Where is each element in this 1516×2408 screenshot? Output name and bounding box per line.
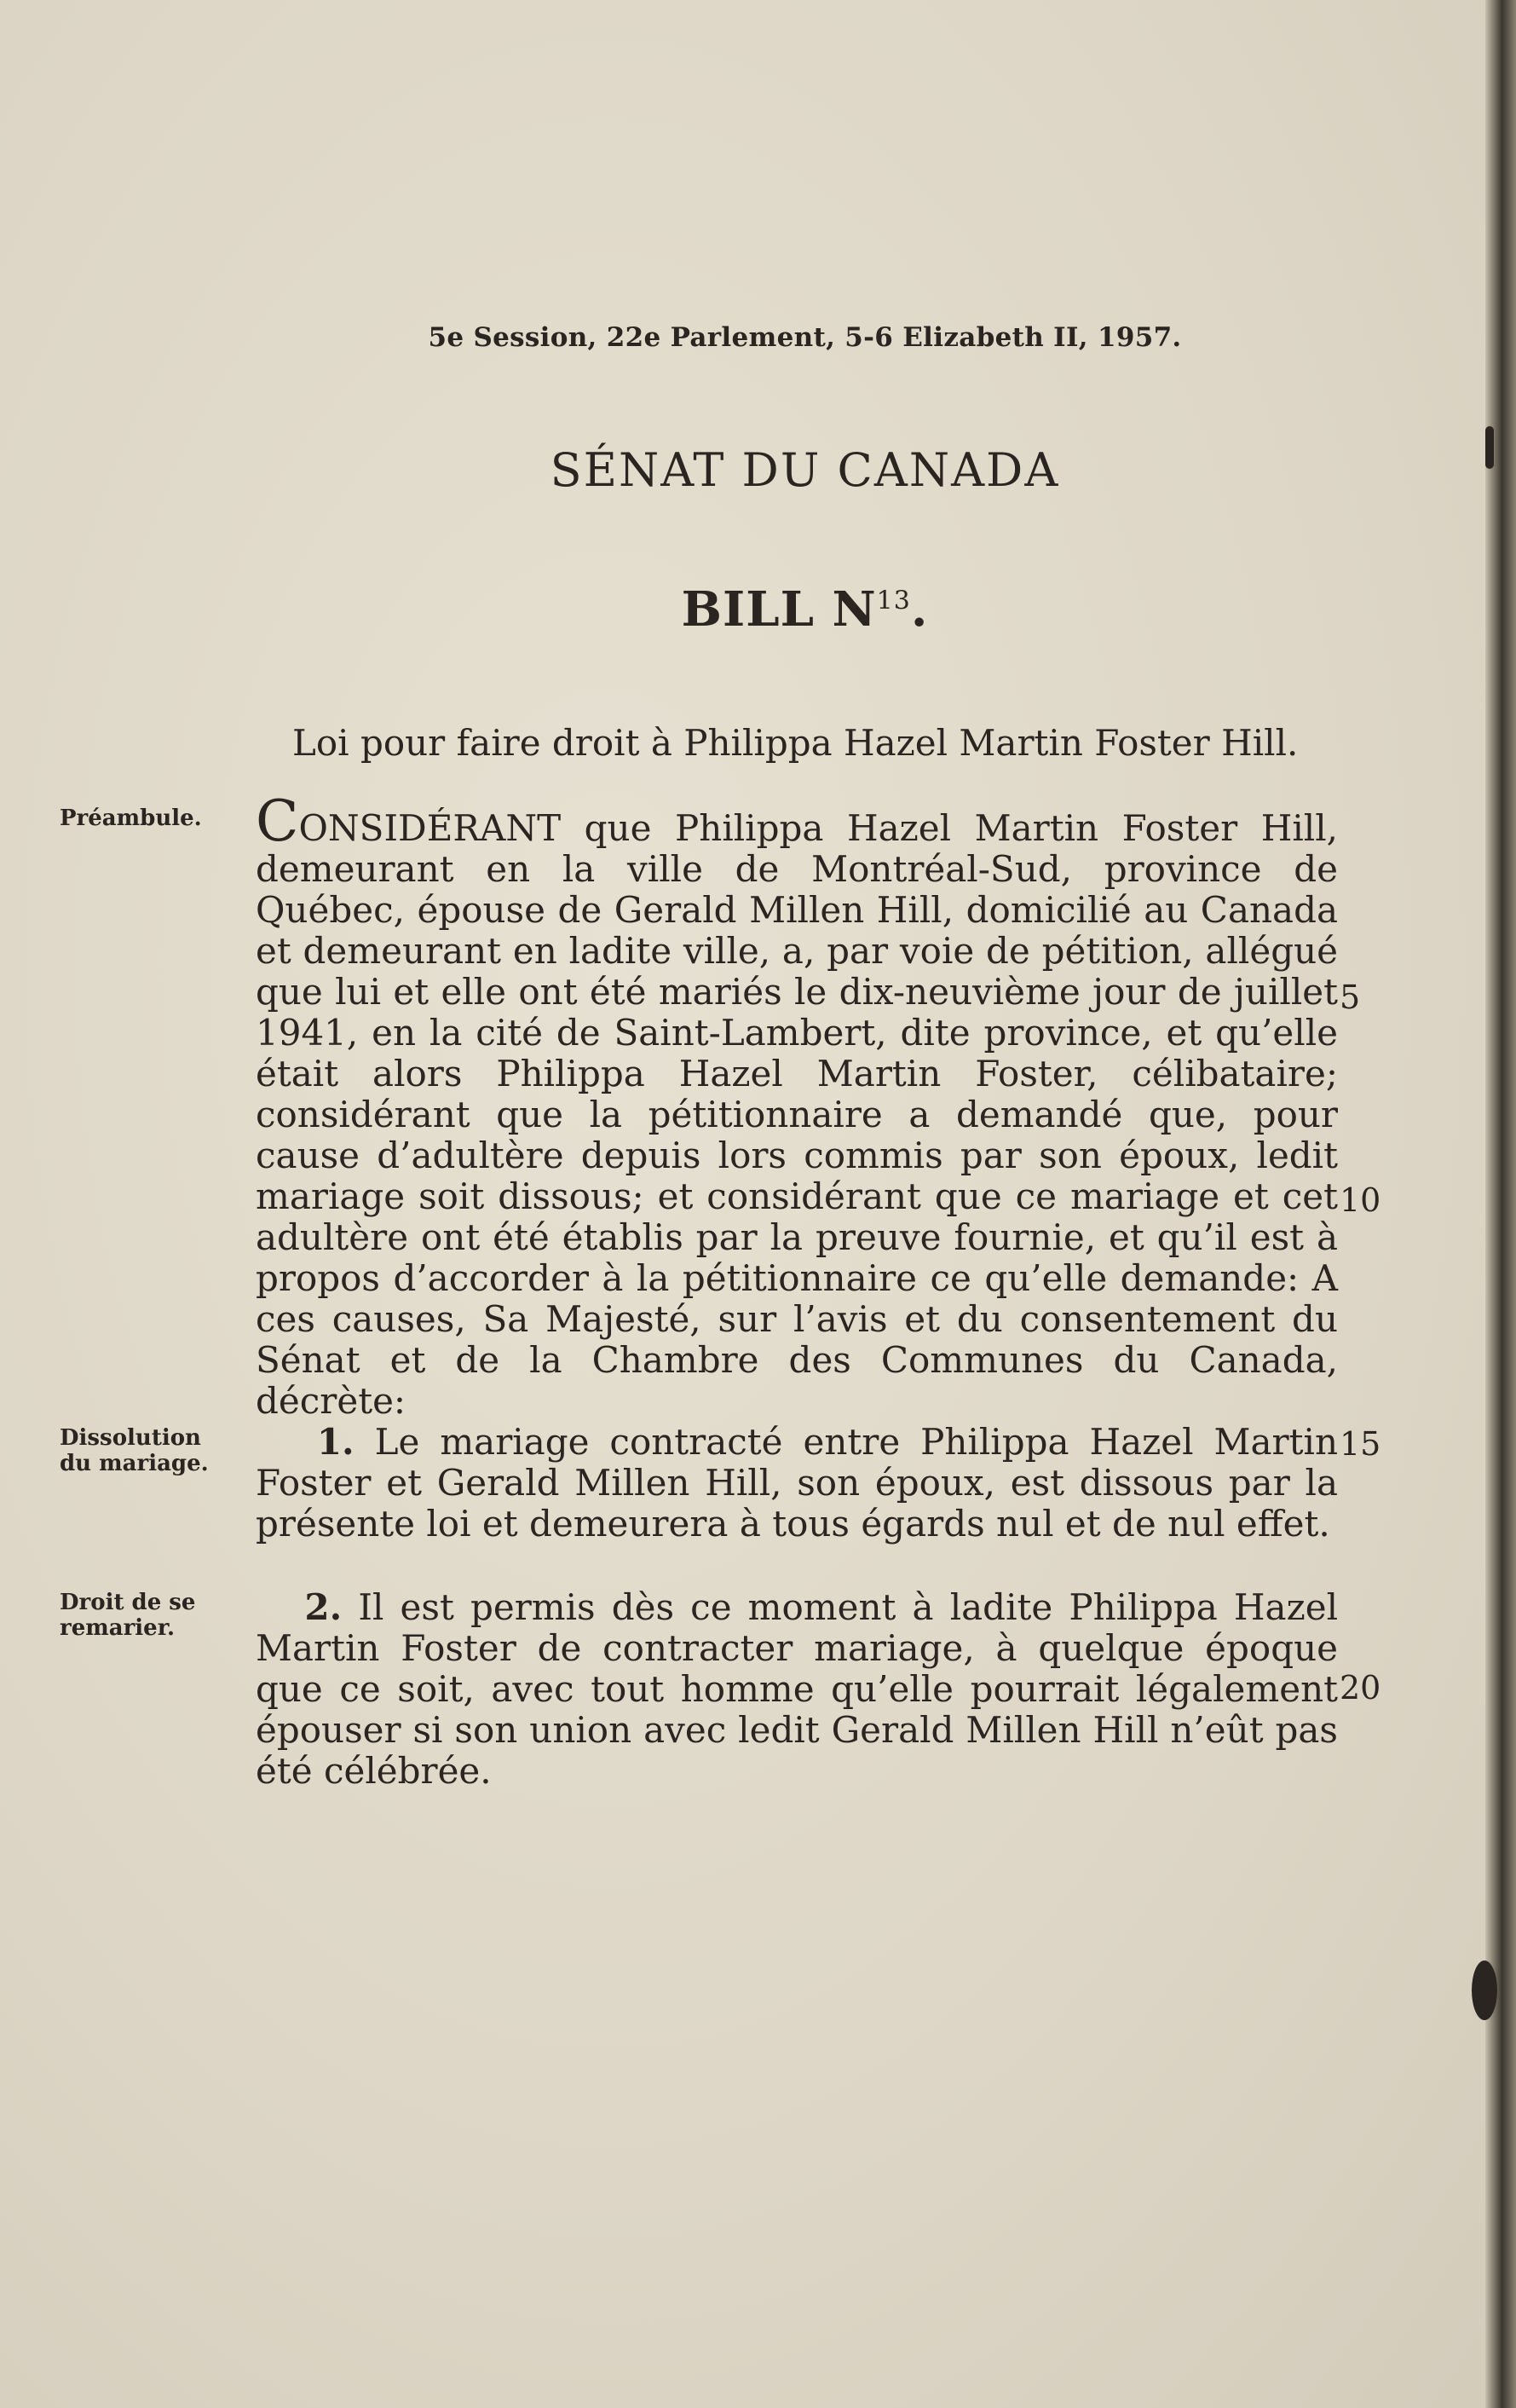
bill-number: 13 bbox=[876, 586, 911, 616]
preamble-text: ONSIDÉRANT que Philippa Hazel Martin Foster Hill, demeurant en la ville de Montréal-Sud, province de Québec, épouse de Gerald Millen Hill, domicilié au Canada et demeurant en ladite ville, a, par voie de pétition, allégué que lui et elle ont été mariés le dix-neuvième jour de juillet 1941, en la cité de Saint-Lambert, dite province, et qu’elle était alors Philippa Hazel Martin Foster, célibataire; considérant que la pétitionnaire a demandé que, pour cause d’adultère depuis lors commis par son époux, ledit mariage soit dissous; et considérant que ce mariage et cet adultère ont été établis par la preuve fournie, et qu’il est à propos d’accorder à la pétitionnaire ce qu’elle demande: A ces causes, Sa Majesté, sur l’avis et du consentement du Sénat et de la Chambre des Communes du Canada, décrète: bbox=[256, 807, 1338, 1422]
bill-title: Loi pour faire droit à Philippa Hazel Martin Foster Hill. bbox=[292, 722, 1299, 764]
preamble-paragraph bbox=[256, 788, 1338, 1422]
section-1-text: Le mariage contracté entre Philippa Hazel Martin Foster et Gerald Millen Hill, son époux, est dissous par la présente loi et demeurera à tous égards nul et de nul effet. bbox=[256, 1421, 1338, 1545]
section-2 bbox=[256, 1587, 1338, 1792]
section-1-number: 1. bbox=[316, 1421, 355, 1463]
senate-heading: SÉNAT DU CANADA bbox=[550, 443, 1060, 497]
line-number-10: 10 bbox=[1340, 1181, 1381, 1219]
section-2-text: Il est permis dès ce moment à ladite Philippa Hazel Martin Foster de contracter mariage, à quelque époque que ce soit, avec tout homme qu’elle pourrait légalement épouser si son union avec ledit Gerald Millen Hill n’eût pas été célébrée. bbox=[256, 1586, 1338, 1792]
bill-heading bbox=[94, 581, 1516, 638]
line-number-15: 15 bbox=[1340, 1425, 1381, 1463]
line-number-20: 20 bbox=[1340, 1669, 1381, 1706]
section-1 bbox=[256, 1422, 1338, 1545]
dropcap: C bbox=[256, 788, 299, 854]
binding-clip bbox=[1472, 1960, 1497, 2020]
session-line: 5e Session, 22e Parlement, 5-6 Elizabeth II, 1957. bbox=[428, 322, 1182, 353]
margin-note-preamble: Préambule. bbox=[60, 806, 202, 831]
line-number-5: 5 bbox=[1340, 979, 1361, 1016]
section-2-number: 2. bbox=[304, 1586, 343, 1628]
bill-label: BILL N bbox=[681, 581, 877, 638]
margin-note-dissolution: Dissolution du mariage. bbox=[60, 1425, 209, 1476]
bill-suffix: . bbox=[910, 581, 929, 638]
page-binding bbox=[1485, 0, 1516, 2408]
margin-note-remarry: Droit de se remarier. bbox=[60, 1590, 196, 1641]
